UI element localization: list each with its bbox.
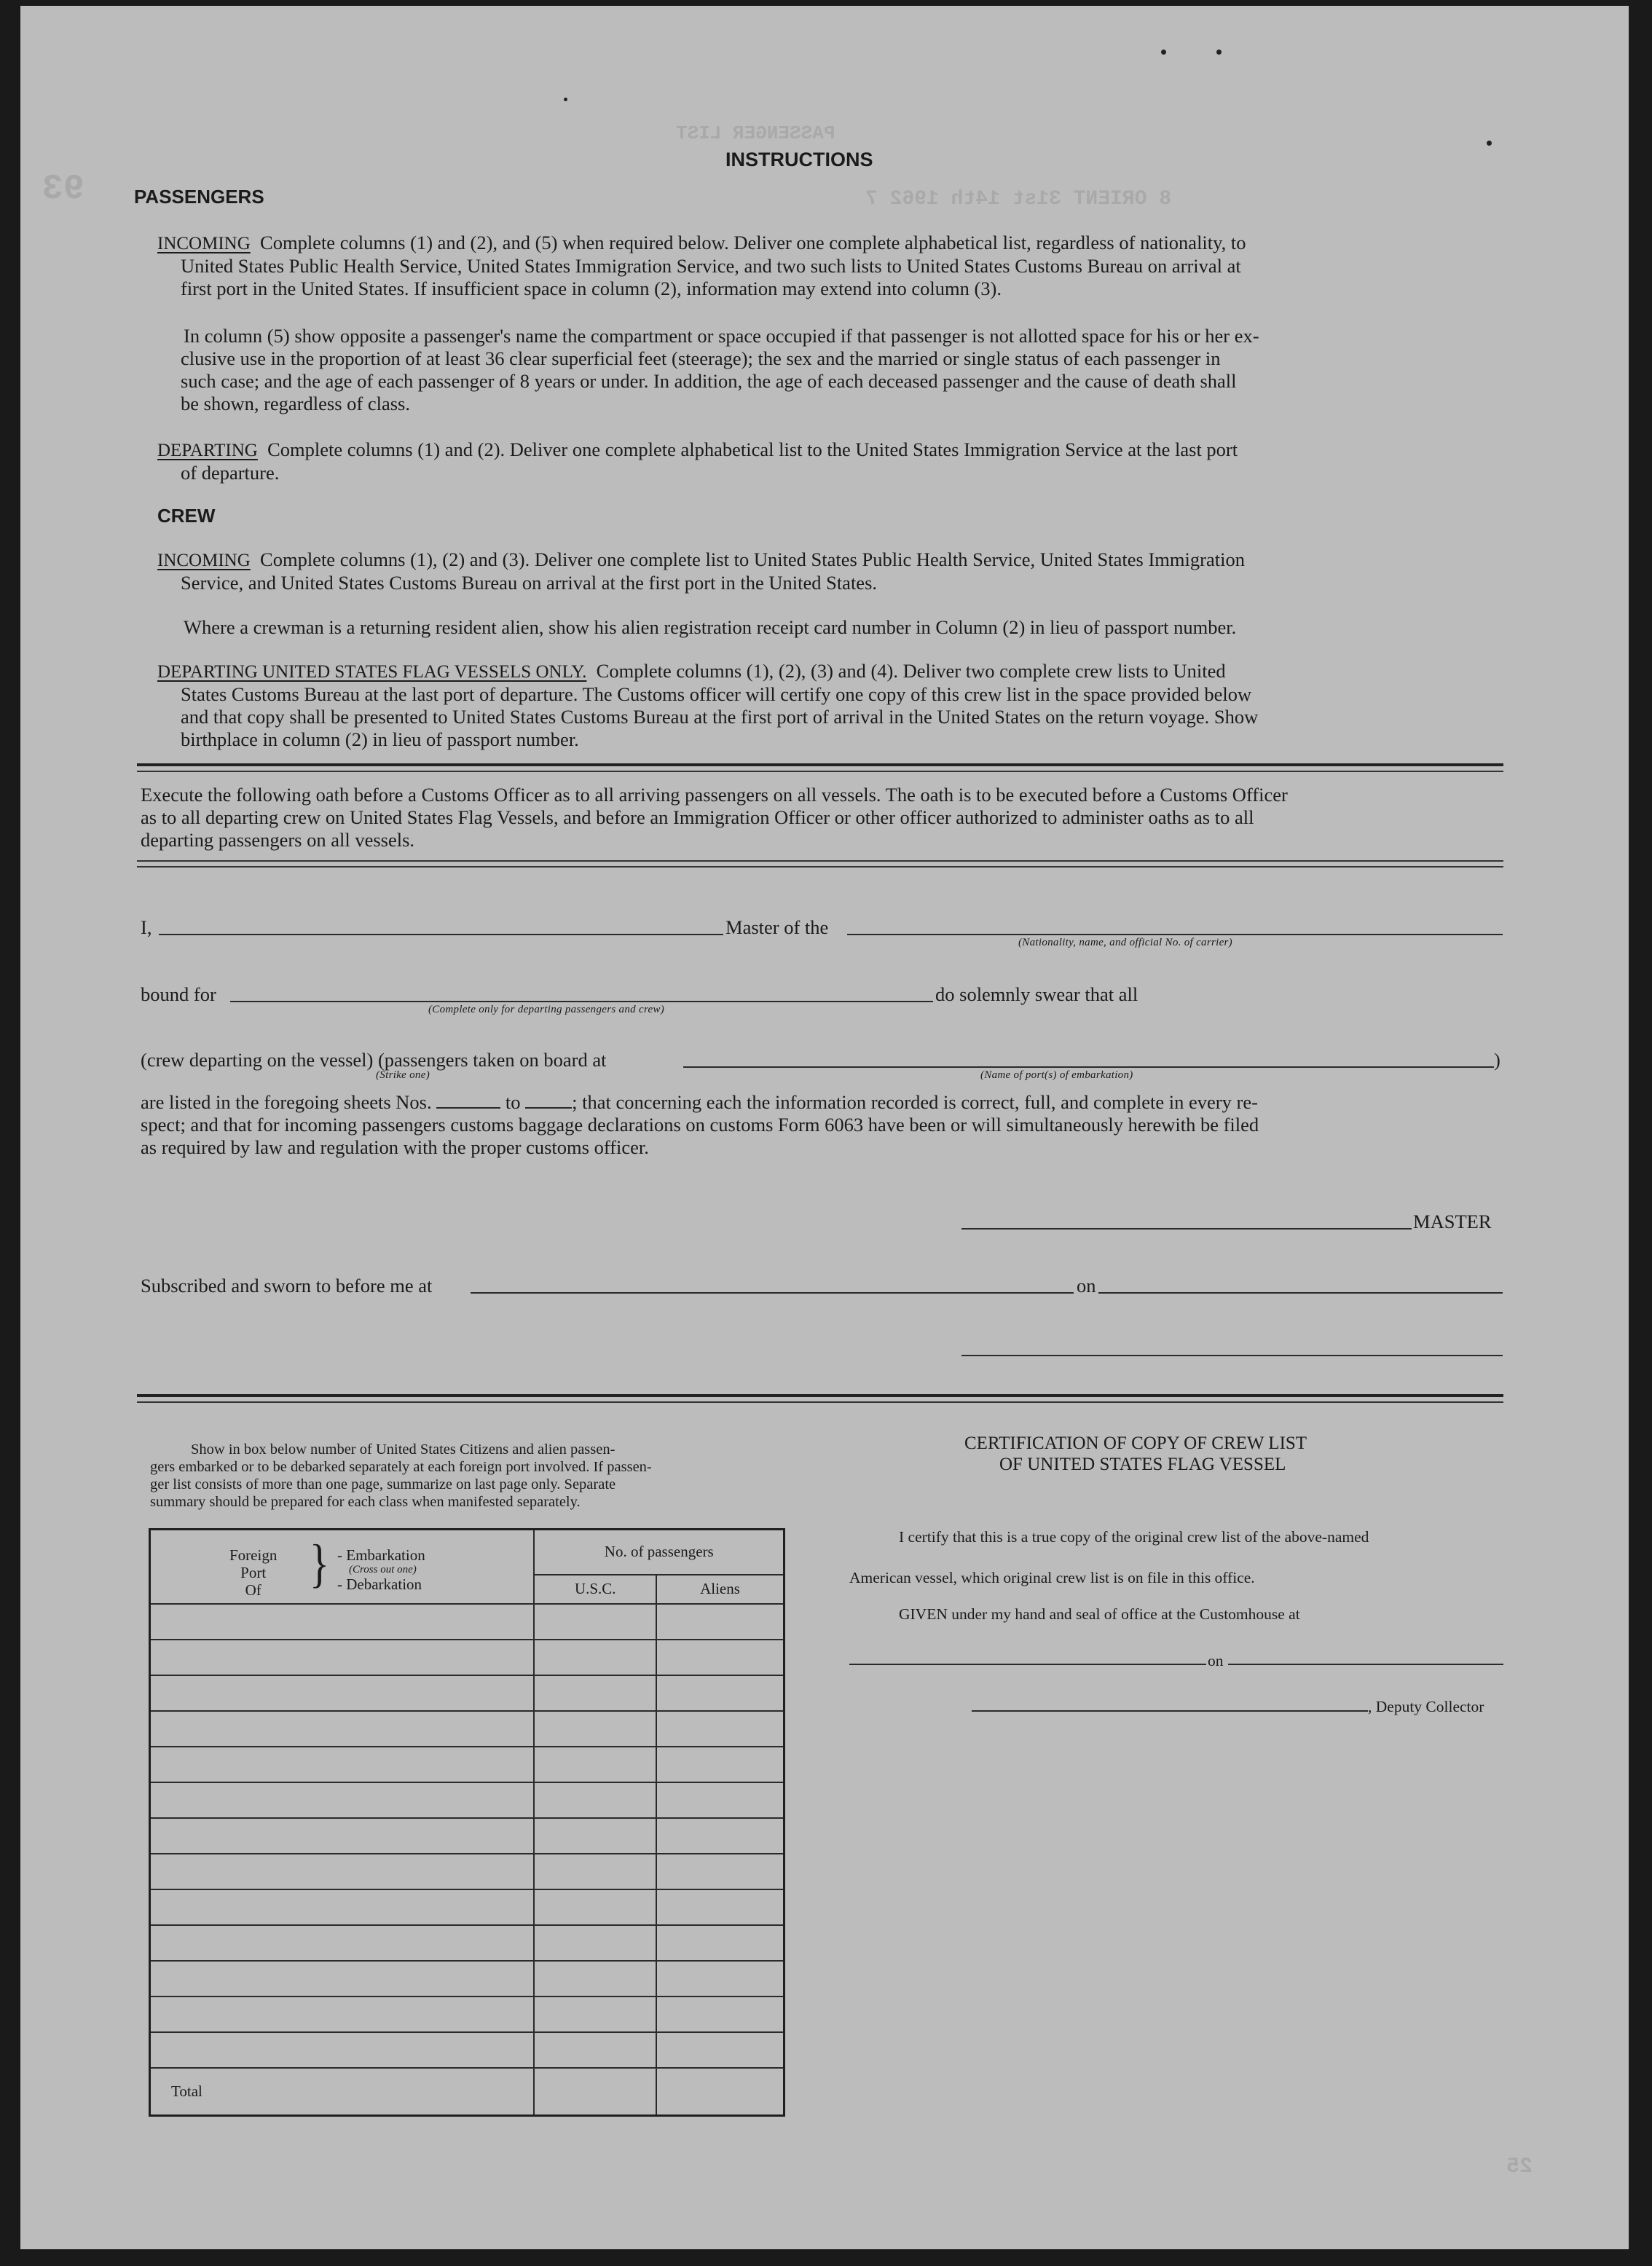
flag-vessels-label: DEPARTING UNITED STATES FLAG VESSELS ONLY.	[157, 662, 587, 682]
total-aliens-cell[interactable]	[656, 2068, 784, 2116]
deputy-signature-field[interactable]	[972, 1710, 1368, 1712]
oath-intro-line: as to all departing crew on United States Flag Vessels, and before an Immigration Officer or other officer authorized to administer oaths as to all	[141, 806, 1254, 828]
listed-line: ; that concerning each the information recorded is correct, full, and complete in every re-	[572, 1091, 1258, 1113]
summary-row	[150, 1782, 784, 1818]
crew-incoming-paragraph	[157, 548, 1474, 594]
summary-row	[150, 1925, 784, 1961]
usc-cell[interactable]	[534, 1675, 656, 1711]
summary-row	[150, 1961, 784, 1996]
usc-cell[interactable]	[534, 2032, 656, 2068]
sworn-on-label: on	[1077, 1275, 1096, 1297]
passengers-incoming-paragraph	[157, 232, 1474, 300]
column-five-line: In column (5) show opposite a passenger's name the compartment or space occupied if that passenger is not allotted space for his or her ex-	[184, 325, 1259, 347]
certification-title-line: CERTIFICATION OF COPY OF CREW LIST	[964, 1433, 1307, 1453]
usc-cell[interactable]	[534, 1640, 656, 1675]
flag-vessels-line: and that copy shall be presented to United States Customs Bureau at the first port of arrival in the United States on the return voyage. Show	[181, 706, 1259, 728]
port-cell[interactable]	[150, 1675, 535, 1711]
aliens-cell[interactable]	[656, 1747, 784, 1782]
listed-sheets-paragraph	[141, 1091, 1504, 1159]
incoming-line: United States Public Health Service, United States Immigration Service, and two such lists to United States Customs Bureau on arrival at	[181, 255, 1241, 277]
summary-row	[150, 1889, 784, 1925]
usc-header: U.S.C.	[534, 1575, 656, 1604]
crew-heading: CREW	[157, 505, 216, 527]
aliens-cell[interactable]	[656, 1782, 784, 1818]
usc-cell[interactable]	[534, 1996, 656, 2032]
summary-row	[150, 1854, 784, 1889]
bleed-side-number: 25	[1506, 2155, 1533, 2179]
officer-signature-field[interactable]	[961, 1355, 1503, 1356]
port-cell[interactable]	[150, 1711, 535, 1747]
sheet-to-field[interactable]	[525, 1094, 572, 1109]
aliens-cell[interactable]	[656, 1996, 784, 2032]
ports-note: (Name of port(s) of embarkation)	[980, 1069, 1133, 1081]
aliens-cell[interactable]	[656, 1925, 784, 1961]
summary-row	[150, 1818, 784, 1854]
summary-row	[150, 1996, 784, 2032]
total-usc-cell[interactable]	[534, 2068, 656, 2116]
aliens-cell[interactable]	[656, 1640, 784, 1675]
usc-cell[interactable]	[534, 1747, 656, 1782]
certify-line: American vessel, which original crew list is on file in this office.	[849, 1569, 1255, 1586]
form-page	[20, 6, 1629, 2249]
summary-instructions	[150, 1441, 811, 1511]
port-cell[interactable]	[150, 1889, 535, 1925]
carrier-note: (Nationality, name, and official No. of carrier)	[1018, 937, 1232, 948]
passengers-heading: PASSENGERS	[134, 186, 264, 208]
usc-cell[interactable]	[534, 1818, 656, 1854]
listed-to-label: to	[505, 1091, 521, 1113]
port-cell[interactable]	[150, 1925, 535, 1961]
flag-vessels-line: Complete columns (1), (2), (3) and (4). Deliver two complete crew lists to United	[596, 660, 1226, 682]
oath-intro-line: departing passengers on all vessels.	[141, 829, 415, 851]
master-label: MASTER	[1413, 1211, 1492, 1232]
summary-body	[150, 1604, 784, 2068]
summary-row	[150, 1640, 784, 1675]
brace-icon: }	[310, 1534, 329, 1594]
summary-total-row	[150, 2068, 784, 2116]
section-divider	[137, 763, 1503, 766]
bound-for-note: (Complete only for departing passengers and crew)	[428, 1004, 665, 1015]
flag-vessels-line: States Customs Bureau at the last port of departure. The Customs officer will certify one copy of this crew list in the space provided below	[181, 683, 1252, 705]
close-paren: )	[1494, 1049, 1500, 1071]
aliens-cell[interactable]	[656, 1889, 784, 1925]
aliens-cell[interactable]	[656, 1961, 784, 1996]
usc-cell[interactable]	[534, 1782, 656, 1818]
section-divider	[137, 1394, 1503, 1397]
incoming-label: INCOMING	[157, 234, 251, 253]
total-label: Total	[150, 2068, 535, 2116]
bleed-date-fragment: 8 ORIENT 31st 14th 1962 7	[865, 188, 1172, 211]
strike-note: (Strike one)	[376, 1069, 430, 1081]
aliens-cell[interactable]	[656, 1604, 784, 1640]
embarkation-ports-field[interactable]	[683, 1066, 1494, 1068]
summary-instruction-line: ger list consists of more than one page, summarize on last page only. Separate	[150, 1476, 616, 1492]
column-five-line: be shown, regardless of class.	[181, 393, 410, 414]
port-cell[interactable]	[150, 1854, 535, 1889]
bleed-list-title: PASSENGER LIST	[676, 122, 835, 144]
listed-line: as required by law and regulation with the proper customs officer.	[141, 1136, 649, 1158]
port-cell[interactable]	[150, 2032, 535, 2068]
summary-instruction-line: gers embarked or to be debarked separately at each foreign port involved. If passen-	[150, 1459, 652, 1475]
certify-line: I certify that this is a true copy of the original crew list of the above-named	[899, 1528, 1369, 1546]
usc-cell[interactable]	[534, 1711, 656, 1747]
aliens-cell[interactable]	[656, 1675, 784, 1711]
foreign-port-label: Foreign Port Of	[229, 1546, 278, 1599]
summary-row	[150, 1675, 784, 1711]
speck-dot	[564, 98, 567, 101]
port-cell[interactable]	[150, 1747, 535, 1782]
incoming-line: Complete columns (1) and (2), and (5) when required below. Deliver one complete alphabetical list, regardless of nationality, to	[260, 232, 1246, 253]
aliens-cell[interactable]	[656, 1854, 784, 1889]
cert-date-field[interactable]	[1228, 1664, 1503, 1665]
sheet-from-field[interactable]	[436, 1094, 500, 1109]
summary-row	[150, 1747, 784, 1782]
instructions-title: INSTRUCTIONS	[725, 149, 873, 170]
listed-line: spect; and that for incoming passengers customs baggage declarations on customs Form 6063 have been or will simultaneously herewith be filed	[141, 1114, 1259, 1136]
certification-title-line: OF UNITED STATES FLAG VESSEL	[999, 1455, 1286, 1474]
summary-instruction-line: summary should be prepared for each class when manifested separately.	[150, 1494, 581, 1510]
port-cell[interactable]	[150, 1818, 535, 1854]
speck-dot	[1487, 141, 1492, 146]
summary-row	[150, 1604, 784, 1640]
column-five-line: such case; and the age of each passenger of 8 years or under. In addition, the age of each deceased passenger and the cause of death shall	[181, 370, 1237, 392]
section-divider	[137, 866, 1503, 868]
usc-cell[interactable]	[534, 1889, 656, 1925]
aliens-header: Aliens	[656, 1575, 784, 1604]
oath-intro-line: Execute the following oath before a Customs Officer as to all arriving passengers on all vessels. The oath is to be executed before a Customs Officer	[141, 784, 1288, 806]
departing-line: of departure.	[181, 462, 280, 484]
summary-header-row	[150, 1530, 784, 1575]
sworn-place-field[interactable]	[471, 1292, 1074, 1294]
solemnly-swear-label: do solemnly swear that all	[935, 983, 1138, 1005]
master-name-field[interactable]	[159, 934, 723, 935]
port-cell[interactable]	[150, 1604, 535, 1640]
section-divider	[137, 1401, 1503, 1403]
column-five-paragraph	[181, 325, 1474, 415]
crew-resident-alien-line: Where a crewman is a returning resident alien, show his alien registration receipt card number in Column (2) in lieu of passport number.	[184, 616, 1237, 638]
bound-for-field[interactable]	[230, 1001, 933, 1002]
summary-row	[150, 1711, 784, 1747]
speck-dot	[1161, 50, 1166, 55]
deputy-collector-label: , Deputy Collector	[1368, 1698, 1484, 1715]
summary-row	[150, 2032, 784, 2068]
given-line: GIVEN under my hand and seal of office at the Customhouse at	[899, 1605, 1300, 1623]
usc-cell[interactable]	[534, 1604, 656, 1640]
cert-on-label: on	[1208, 1652, 1224, 1669]
subscribed-label: Subscribed and sworn to before me at	[141, 1275, 433, 1297]
passengers-departing-paragraph	[157, 438, 1474, 484]
sworn-date-field[interactable]	[1098, 1292, 1503, 1294]
flag-vessels-line: birthplace in column (2) in lieu of passport number.	[181, 728, 579, 750]
embark-debark-label: - Embarkation (Cross out one) - Debarkation	[337, 1546, 425, 1593]
master-signature-field[interactable]	[961, 1228, 1412, 1230]
bound-for-label: bound for	[141, 983, 216, 1005]
usc-cell[interactable]	[534, 1961, 656, 1996]
aliens-cell[interactable]	[656, 1711, 784, 1747]
no-of-passengers-header: No. of passengers	[534, 1530, 784, 1575]
usc-cell[interactable]	[534, 1925, 656, 1961]
carrier-field[interactable]	[847, 934, 1503, 935]
crew-incoming-label: INCOMING	[157, 551, 251, 570]
aliens-cell[interactable]	[656, 2032, 784, 2068]
oath-intro	[141, 784, 1504, 851]
crew-passengers-label: (crew departing on the vessel) (passengers taken on board at	[141, 1049, 607, 1071]
bleed-page-number: 93	[42, 170, 84, 209]
crew-incoming-line: Complete columns (1), (2) and (3). Deliver one complete list to United States Public Health Service, United States Immigration	[260, 548, 1245, 570]
listed-line: are listed in the foregoing sheets Nos.	[141, 1091, 432, 1113]
port-cell[interactable]	[150, 1961, 535, 1996]
section-divider	[137, 771, 1503, 772]
speck-dot	[1216, 50, 1222, 55]
summary-table	[149, 1528, 785, 2117]
crew-incoming-line: Service, and United States Customs Bureau on arrival at the first port in the United States.	[181, 572, 878, 594]
port-cell[interactable]	[150, 1996, 535, 2032]
usc-cell[interactable]	[534, 1854, 656, 1889]
customhouse-field[interactable]	[849, 1664, 1206, 1665]
departing-label: DEPARTING	[157, 441, 258, 460]
port-cell[interactable]	[150, 1782, 535, 1818]
column-five-line: clusive use in the proportion of at least 36 clear superficial feet (steerage); the sex and the married or single status of each passenger in	[181, 347, 1221, 369]
flag-vessels-paragraph	[157, 660, 1477, 751]
aliens-cell[interactable]	[656, 1818, 784, 1854]
incoming-line: first port in the United States. If insufficient space in column (2), information may extend into column (3).	[181, 278, 1002, 299]
departing-line: Complete columns (1) and (2). Deliver one complete alphabetical list to the United States Immigration Service at the last port	[267, 438, 1238, 460]
i-label: I,	[141, 916, 152, 938]
port-cell[interactable]	[150, 1640, 535, 1675]
section-divider	[137, 860, 1503, 862]
summary-instruction-line: Show in box below number of United States Citizens and alien passen-	[191, 1441, 615, 1457]
master-of-label: Master of the	[725, 916, 829, 938]
foreign-port-header	[150, 1530, 535, 1604]
